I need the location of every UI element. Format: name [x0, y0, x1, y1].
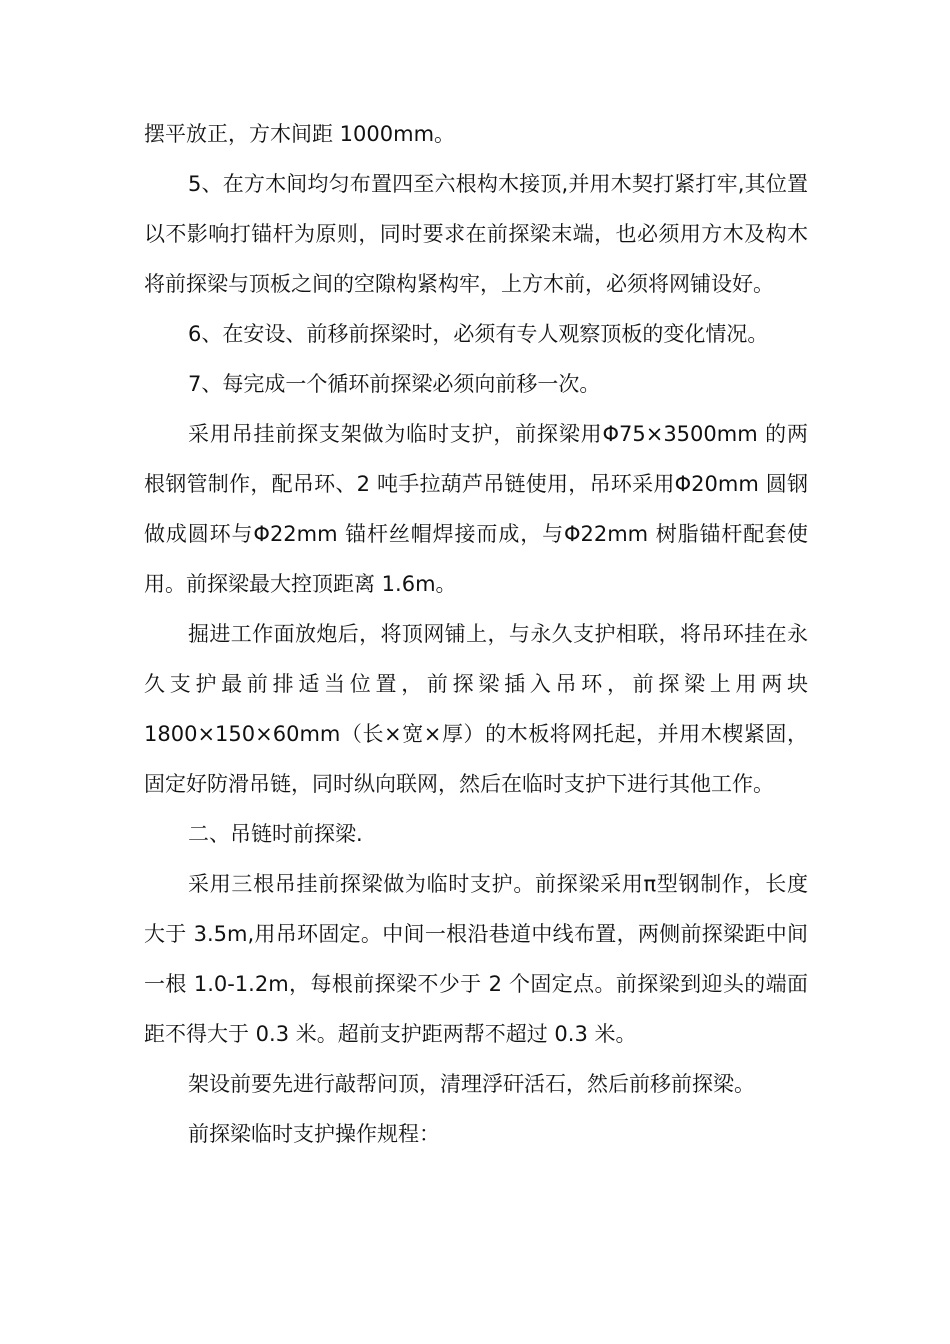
paragraph-support-frame: 采用吊挂前探支架做为临时支护，前探梁用Φ75×3500mm 的两根钢管制作，配吊环、2 吨手拉葫芦吊链使用，吊环采用Φ20mm 圆钢做成圆环与Φ22mm 锚杆丝帽焊接而成，与Φ22mm 树脂锚杆配套使用。前探梁最大控顶距离 1.6m。 — [144, 422, 808, 596]
paragraph-after-blasting: 掘进工作面放炮后，将顶网铺上，与永久支护相联，将吊环挂在永久支护最前排适当位置，前探梁插入吊环，前探梁上用两块 1800×150×60mm（长×宽×厚）的木板将网托起，并用木楔紧固，固定好防滑吊链，同时纵向联网，然后在临时支护下进行其他工作。 — [144, 622, 808, 796]
paragraph-procedure-title: 前探梁临时支护操作规程： — [188, 1122, 440, 1146]
body-text — [144, 109, 808, 1159]
paragraph-item-7: 7、每完成一个循环前探梁必须向前移一次。 — [188, 372, 601, 396]
paragraph-item-6: 6、在安设、前移前探梁时，必须有专人观察顶板的变化情况。 — [188, 322, 769, 346]
paragraph-before-erecting: 架设前要先进行敲帮问顶，清理浮矸活石，然后前移前探梁。 — [188, 1072, 755, 1096]
paragraph-three-beams: 采用三根吊挂前探梁做为临时支护。前探梁采用π型钢制作，长度大于 3.5m,用吊环固定。中间一根沿巷道中线布置，两侧前探梁距中间一根 1.0-1.2m，每根前探梁不少于 2 个固定点。前探梁到迎头的端面距不得大于 0.3 米。超前支护距两帮不超过 0.3 米。 — [144, 872, 808, 1046]
paragraph-continuation: 摆平放正，方木间距 1000mm。 — [144, 122, 456, 146]
section-heading: 二、吊链时前探梁. — [188, 822, 363, 846]
paragraph-item-5: 5、在方木间均匀布置四至六根构木接顶,并用木契打紧打牢,其位置以不影响打锚杆为原则，同时要求在前探梁末端，也必须用方木及构木将前探梁与顶板之间的空隙构紧构牢，上方木前，必须将网铺设好。 — [144, 172, 808, 296]
